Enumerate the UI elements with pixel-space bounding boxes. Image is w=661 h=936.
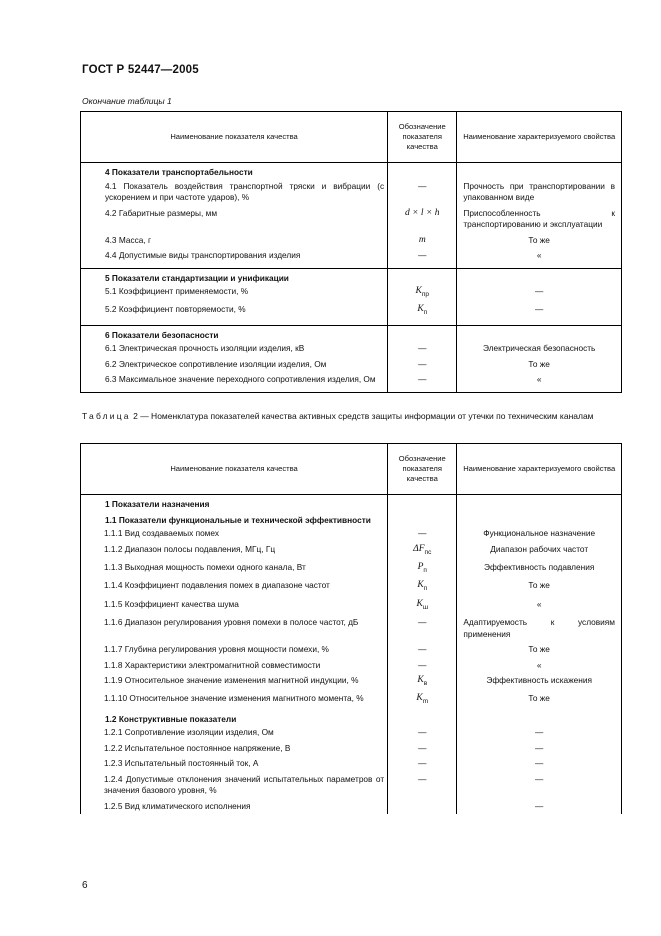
symbol-main: K	[416, 598, 423, 609]
indicator-name: 1.1.10 Относительное значение изменения магнитного момента, %	[104, 693, 364, 704]
indicator-symbol: —	[388, 772, 457, 799]
table-2-body	[81, 495, 622, 815]
property-name: Эффективность подавления	[457, 560, 622, 578]
indicator-name: 6.3 Максимальное значение переходного сопротивления изделия, Ом	[105, 374, 376, 385]
table-row	[81, 284, 622, 302]
table-row	[81, 772, 622, 799]
property-name: Электрическая безопасность	[457, 341, 622, 357]
table-2-caption-text: 2 — Номенклатура показателей качества активных средств защиты информации от утечки по техническим каналам	[133, 411, 594, 421]
symbol-main: P	[417, 561, 424, 572]
header-indicator-name: Наименование показателя качества	[81, 444, 388, 495]
indicator-name: 1.2.1 Сопротивление изоляции изделия, Ом	[104, 727, 274, 738]
symbol-subscript: п	[423, 566, 427, 574]
table-row	[81, 341, 622, 357]
header-indicator-name: Наименование показателя качества	[81, 112, 388, 163]
empty-cell	[388, 495, 457, 511]
indicator-name: 6.1 Электрическая прочность изоляции изделия, кВ	[105, 343, 305, 354]
indicator-name: 1.1.7 Глубина регулирования уровня мощности помехи, %	[104, 644, 329, 655]
symbol-subscript: в	[423, 679, 428, 687]
indicator-symbol	[388, 284, 457, 302]
table-row	[81, 673, 622, 691]
indicator-symbol: —	[388, 526, 457, 542]
indicator-name: 6.2 Электрическое сопротивление изоляции изделия, Ом	[105, 358, 327, 369]
section-title: 4 Показатели транспортабельности	[105, 167, 253, 177]
indicator-name: 1.1.8 Характеристики электромагнитной совместимости	[104, 659, 321, 670]
symbol-main: ΔF	[413, 543, 425, 554]
indicator-symbol: —	[388, 756, 457, 772]
property-name: —	[457, 799, 622, 815]
table-2-caption	[82, 410, 622, 423]
indicator-name: 5.1 Коэффициент применяемости, %	[105, 286, 249, 296]
empty-cell	[388, 163, 457, 179]
property-name: То же	[457, 357, 622, 373]
section-title: 1.2 Конструктивные показатели	[105, 713, 237, 724]
property-name: —	[457, 284, 622, 302]
property-name: —	[457, 772, 622, 799]
table-2	[80, 443, 622, 814]
subsection-heading-row	[81, 511, 622, 527]
section-title: 1.1 Показатели функциональные и технической эффективности	[105, 514, 371, 525]
symbol-subscript: ш	[422, 603, 429, 611]
empty-cell	[457, 511, 622, 527]
table-row	[81, 542, 622, 560]
section-heading-row	[81, 495, 622, 511]
property-name: «	[457, 658, 622, 674]
indicator-name: 1.1.1 Вид создаваемых помех	[104, 528, 219, 538]
empty-cell	[388, 511, 457, 527]
symbol-subscript: п	[423, 309, 428, 317]
symbol-main: K	[417, 675, 424, 686]
section-heading-row	[81, 325, 622, 341]
indicator-symbol	[388, 560, 457, 578]
property-name: То же	[457, 233, 622, 249]
symbol-main: K	[416, 693, 423, 704]
empty-cell	[388, 325, 457, 341]
property-name: То же	[457, 578, 622, 596]
table-2-header	[81, 444, 622, 495]
symbol-subscript: m	[422, 698, 429, 706]
property-name: —	[457, 741, 622, 757]
symbol-main: K	[417, 580, 424, 591]
empty-cell	[388, 268, 457, 284]
table-row	[81, 691, 622, 709]
table-row	[81, 597, 622, 615]
empty-cell	[457, 495, 622, 511]
symbol-subscript: п	[423, 585, 428, 593]
indicator-name: 1.2.4 Допустимые отклонения значений испытательных параметров от значения базового уровня, %	[104, 773, 385, 796]
property-name: —	[457, 756, 622, 772]
table-row	[81, 206, 622, 233]
empty-cell	[457, 325, 622, 341]
subsection-heading-row	[81, 710, 622, 726]
table-row	[81, 725, 622, 741]
indicator-name: 1.2.3 Испытательный постоянный ток, А	[104, 758, 259, 769]
indicator-name: 1.1.3 Выходная мощность помехи одного канала, Вт	[104, 561, 306, 572]
table-1-header	[81, 112, 622, 163]
indicator-symbol	[388, 206, 457, 233]
indicator-symbol: —	[388, 372, 457, 392]
section-title: 6 Показатели безопасности	[81, 325, 388, 341]
indicator-symbol: —	[388, 615, 457, 642]
indicator-symbol: —	[388, 179, 457, 206]
header-indicator-symbol: Обозначение показателя качества	[388, 444, 457, 495]
indicator-symbol	[388, 578, 457, 596]
property-name: Прочность при транспортировании в упакованном виде	[457, 179, 622, 206]
indicator-name: 1.1.6 Диапазон регулирования уровня помехи в полосе частот, дБ	[104, 617, 359, 628]
table-2-caption-prefix: Таблица	[82, 411, 131, 421]
table-continuation-caption: Окончание таблицы 1	[82, 96, 172, 106]
indicator-symbol: —	[388, 248, 457, 268]
table-row	[81, 179, 622, 206]
table-row	[81, 357, 622, 373]
table-row	[81, 248, 622, 268]
empty-cell	[457, 268, 622, 284]
symbol-main: d × l × h	[405, 207, 440, 218]
table-row	[81, 578, 622, 596]
property-name: «	[457, 597, 622, 615]
property-name: «	[457, 372, 622, 392]
indicator-symbol	[388, 799, 457, 815]
indicator-symbol: —	[388, 725, 457, 741]
property-name: Диапазон рабочих частот	[457, 542, 622, 560]
indicator-name: 1.1.4 Коэффициент подавления помех в диапазоне частот	[104, 580, 330, 591]
indicator-name: 1.2.5 Вид климатического исполнения	[104, 800, 251, 811]
indicator-symbol: —	[388, 741, 457, 757]
indicator-symbol: —	[388, 642, 457, 658]
property-name: Адаптируемость к условиям применения	[457, 615, 622, 642]
indicator-name: 5.2 Коэффициент повторяемости, %	[105, 304, 246, 315]
empty-cell	[388, 710, 457, 726]
symbol-main: K	[417, 304, 424, 315]
empty-cell	[457, 163, 622, 179]
symbol-main: m	[418, 234, 426, 245]
indicator-name: 4.1 Показатель воздействия транспортной тряски и вибрации (с ускорением и при частоте ударов), %	[105, 180, 385, 202]
indicator-symbol	[388, 302, 457, 325]
property-name: Функциональное назначение	[457, 526, 622, 542]
table-1	[80, 111, 622, 393]
property-name: —	[457, 302, 622, 325]
table-row	[81, 658, 622, 674]
property-name: Приспособленность к транспортированию и эксплуатации	[457, 206, 622, 233]
indicator-name: 1.1.2 Диапазон полосы подавления, МГц, Гц	[104, 543, 276, 554]
table-row	[81, 799, 622, 815]
indicator-symbol	[388, 673, 457, 691]
table-1-body	[81, 163, 622, 393]
indicator-name: 1.1.9 Относительное значение изменения магнитной индукции, %	[104, 675, 359, 686]
section-title: 1 Показатели назначения	[105, 499, 210, 509]
indicator-symbol	[388, 233, 457, 249]
table-row	[81, 372, 622, 392]
table-row	[81, 526, 622, 542]
property-name: Эффективность искажения	[457, 673, 622, 691]
section-title: 5 Показатели стандартизации и унификации	[81, 268, 388, 284]
symbol-main: K	[415, 286, 422, 296]
indicator-name: 4.2 Габаритные размеры, мм	[105, 207, 218, 218]
document-title: ГОСТ Р 52447—2005	[82, 64, 199, 76]
table-row	[81, 756, 622, 772]
indicator-symbol: —	[388, 341, 457, 357]
property-name: То же	[457, 691, 622, 709]
section-heading-row	[81, 163, 622, 179]
property-name: —	[457, 725, 622, 741]
indicator-symbol	[388, 542, 457, 560]
table-row	[81, 642, 622, 658]
table-row	[81, 615, 622, 642]
header-indicator-symbol: Обозначение показателя качества	[388, 112, 457, 163]
table-row	[81, 741, 622, 757]
table-row	[81, 560, 622, 578]
indicator-symbol: —	[388, 357, 457, 373]
page-number: 6	[82, 880, 88, 891]
symbol-subscript: пс	[424, 548, 432, 556]
symbol-subscript: пр	[421, 290, 429, 298]
indicator-name: 1.2.2 Испытательное постоянное напряжение, В	[104, 742, 291, 753]
section-heading-row	[81, 268, 622, 284]
indicator-symbol	[388, 597, 457, 615]
indicator-symbol	[388, 691, 457, 709]
property-name: «	[457, 248, 622, 268]
indicator-name: 1.1.5 Коэффициент качества шума	[104, 598, 239, 609]
table-row	[81, 302, 622, 325]
property-name: То же	[457, 642, 622, 658]
indicator-name: 4.3 Масса, г	[105, 234, 152, 245]
header-property-name: Наименование характеризуемого свойства	[457, 444, 622, 495]
indicator-symbol: —	[388, 658, 457, 674]
header-property-name: Наименование характеризуемого свойства	[457, 112, 622, 163]
indicator-name: 4.4 Допустимые виды транспортирования изделия	[105, 250, 301, 260]
table-row	[81, 233, 622, 249]
empty-cell	[457, 710, 622, 726]
